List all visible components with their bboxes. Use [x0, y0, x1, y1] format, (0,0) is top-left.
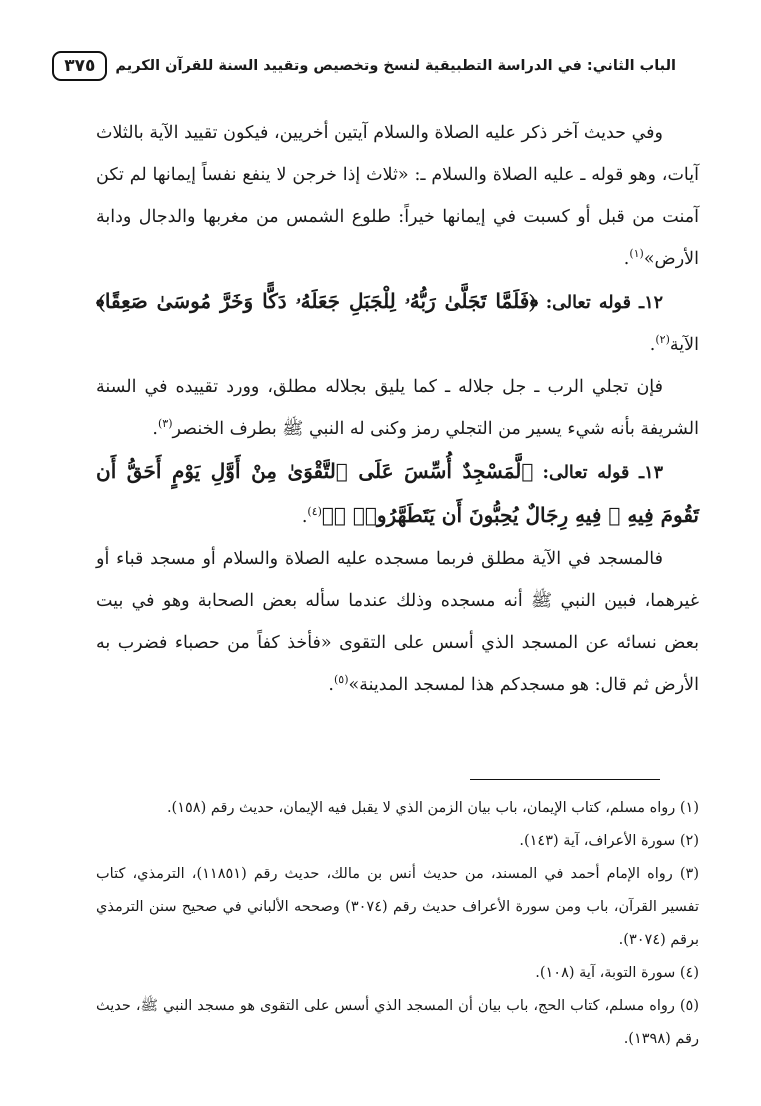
paragraph-4: ١٣ـ قوله تعالى: ﴿لَّمَسْجِدٌ أُسِّسَ عَلَى ٱلتَّقْوَىٰ مِنْ أَوَّلِ يَوْمٍ أَحَقُّ أَن تَقُومَ فِيهِ ۚ فِيهِ رِجَالٌ يُحِبُّونَ أَن يَتَطَهَّرُوا۟ ۚ﴾$^{(٤)}$. [96, 459, 699, 527]
paragraph-5: فالمسجد في الآية مطلق فربما مسجده عليه الصلاة والسلام أو مسجد قباء أو غيرهما، فبين النبي ﷺ أنه مسجده وذلك عندما سأله بعض الصحابة وهو في بيت بعض نسائه عن المسجد الذي أسس على التقوى «فأخذ كفاً من حصباء فضرب به الأرض ثم قال: هو مسجدكم هذا لمسجد المدينة»$^{(٥)}$. [96, 549, 699, 695]
footnote-3: (٣) رواه الإمام أحمد في المسند، من حديث أنس بن مالك، حديث رقم (١١٨٥١)، الترمذي، كتاب تفسير القرآن، باب ومن سورة الأعراف حديث رقم (٣٠٧٤) وصححه الألباني في صحيح سنن الترمذي برقم (٣٠٧٤). [96, 866, 700, 948]
footnote-ref-2: (٢) [655, 333, 670, 347]
quran-verse-1: ﴿فَلَمَّا تَجَلَّىٰ رَبُّهُۥ لِلْجَبَلِ جَعَلَهُۥ دَكًّا وَخَرَّ مُوسَىٰ صَعِقًا﴾ [96, 289, 539, 313]
main-text [96, 112, 699, 706]
item-12-heading: ١٢ـ قوله تعالى: [545, 293, 663, 313]
footnote-ref-4: (٤) [307, 505, 322, 519]
footnote-ref-5: (٥) [333, 673, 349, 687]
footnote-1: (١) رواه مسلم، كتاب الإيمان، باب بيان الزمن الذي لا يقبل فيه الإيمان، حديث رقم (١٥٨). [166, 800, 699, 816]
footnote-ref-1: (١) [629, 247, 644, 261]
item-13-heading: ١٣ـ قوله تعالى: [542, 463, 663, 483]
page-header [64, 48, 676, 84]
paragraph-3-text: فإن تجلي الرب ـ جل جلاله ـ كما يليق بجلاله مطلق، وورد تقييده في السنة الشريفة بأنه شيء يسير من التجلي رمز وكنى له النبي ﷺ بطرف الخنصر [96, 377, 699, 439]
running-title: الباب الثاني: في الدراسة التطبيقية لنسخ وتخصيص وتقييد السنة للقرآن الكريم [115, 58, 676, 74]
footnote-4: (٤) سورة التوبة، آية (١٠٨). [535, 965, 699, 981]
footnote-5: (٥) رواه مسلم، كتاب الحج، باب بيان أن المسجد الذي أسس على التقوى هو مسجد النبي ﷺ، حديث رقم (١٣٩٨). [96, 998, 699, 1047]
paragraph-5-text: فالمسجد في الآية مطلق فربما مسجده عليه الصلاة والسلام أو مسجد قباء أو غيرهما، فبين النبي ﷺ أنه مسجده وذلك عندما سأله بعض الصحابة وهو في بيت بعض نسائه عن المسجد الذي أسس على التقوى «فأخذ كفاً من حصباء فضرب به الأرض ثم قال: هو مسجدكم هذا لمسجد المدينة» [96, 549, 699, 695]
quran-verse-2: ﴿لَّمَسْجِدٌ أُسِّسَ عَلَى ٱلتَّقْوَىٰ مِنْ أَوَّلِ يَوْمٍ أَحَقُّ أَن تَقُومَ فِيهِ ۚ فِيهِ رِجَالٌ يُحِبُّونَ أَن يَتَطَهَّرُوا۟ ۚ﴾ [96, 459, 699, 527]
footnotes [96, 792, 699, 1056]
footnote-separator [470, 779, 660, 780]
footnote-ref-3: (٣) [158, 417, 173, 431]
page-number: ٣٧٥ [52, 51, 107, 81]
paragraph-1: وفي حديث آخر ذكر عليه الصلاة والسلام آيتين أخريين، فيكون تقييد الآية بالثلاث آيات، وهو قوله ـ عليه الصلاة والسلام ـ: «ثلاث إذا خرجن لا ينفع نفساً إيمانها لم تكن آمنت من قبل أو كسبت في إيمانها خيراً: طلوع الشمس من مغربها والدجال ودابة الأرض»$^{(١)}$. [96, 123, 699, 269]
verse-1-tail: الآية [669, 335, 699, 355]
footnote-2: (٢) سورة الأعراف، آية (١٤٣). [519, 833, 699, 849]
paragraph-2: ١٢ـ قوله تعالى: ﴿فَلَمَّا تَجَلَّىٰ رَبُّهُۥ لِلْجَبَلِ جَعَلَهُۥ دَكًّا وَخَرَّ مُوسَىٰ صَعِقًا﴾ الآية$^{(٢)}$. [96, 289, 699, 355]
paragraph-3: فإن تجلي الرب ـ جل جلاله ـ كما يليق بجلاله مطلق، وورد تقييده في السنة الشريفة بأنه شيء يسير من التجلي رمز وكنى له النبي ﷺ بطرف الخنصر$^{(٣)}$. [96, 377, 699, 439]
paragraph-1-text: وفي حديث آخر ذكر عليه الصلاة والسلام آيتين أخريين، فيكون تقييد الآية بالثلاث آيات، وهو قوله ـ عليه الصلاة والسلام ـ: «ثلاث إذا خرجن لا ينفع نفساً إيمانها لم تكن آمنت من قبل أو كسبت في إيمانها خيراً: طلوع الشمس من مغربها والدجال ودابة الأرض» [96, 123, 699, 269]
